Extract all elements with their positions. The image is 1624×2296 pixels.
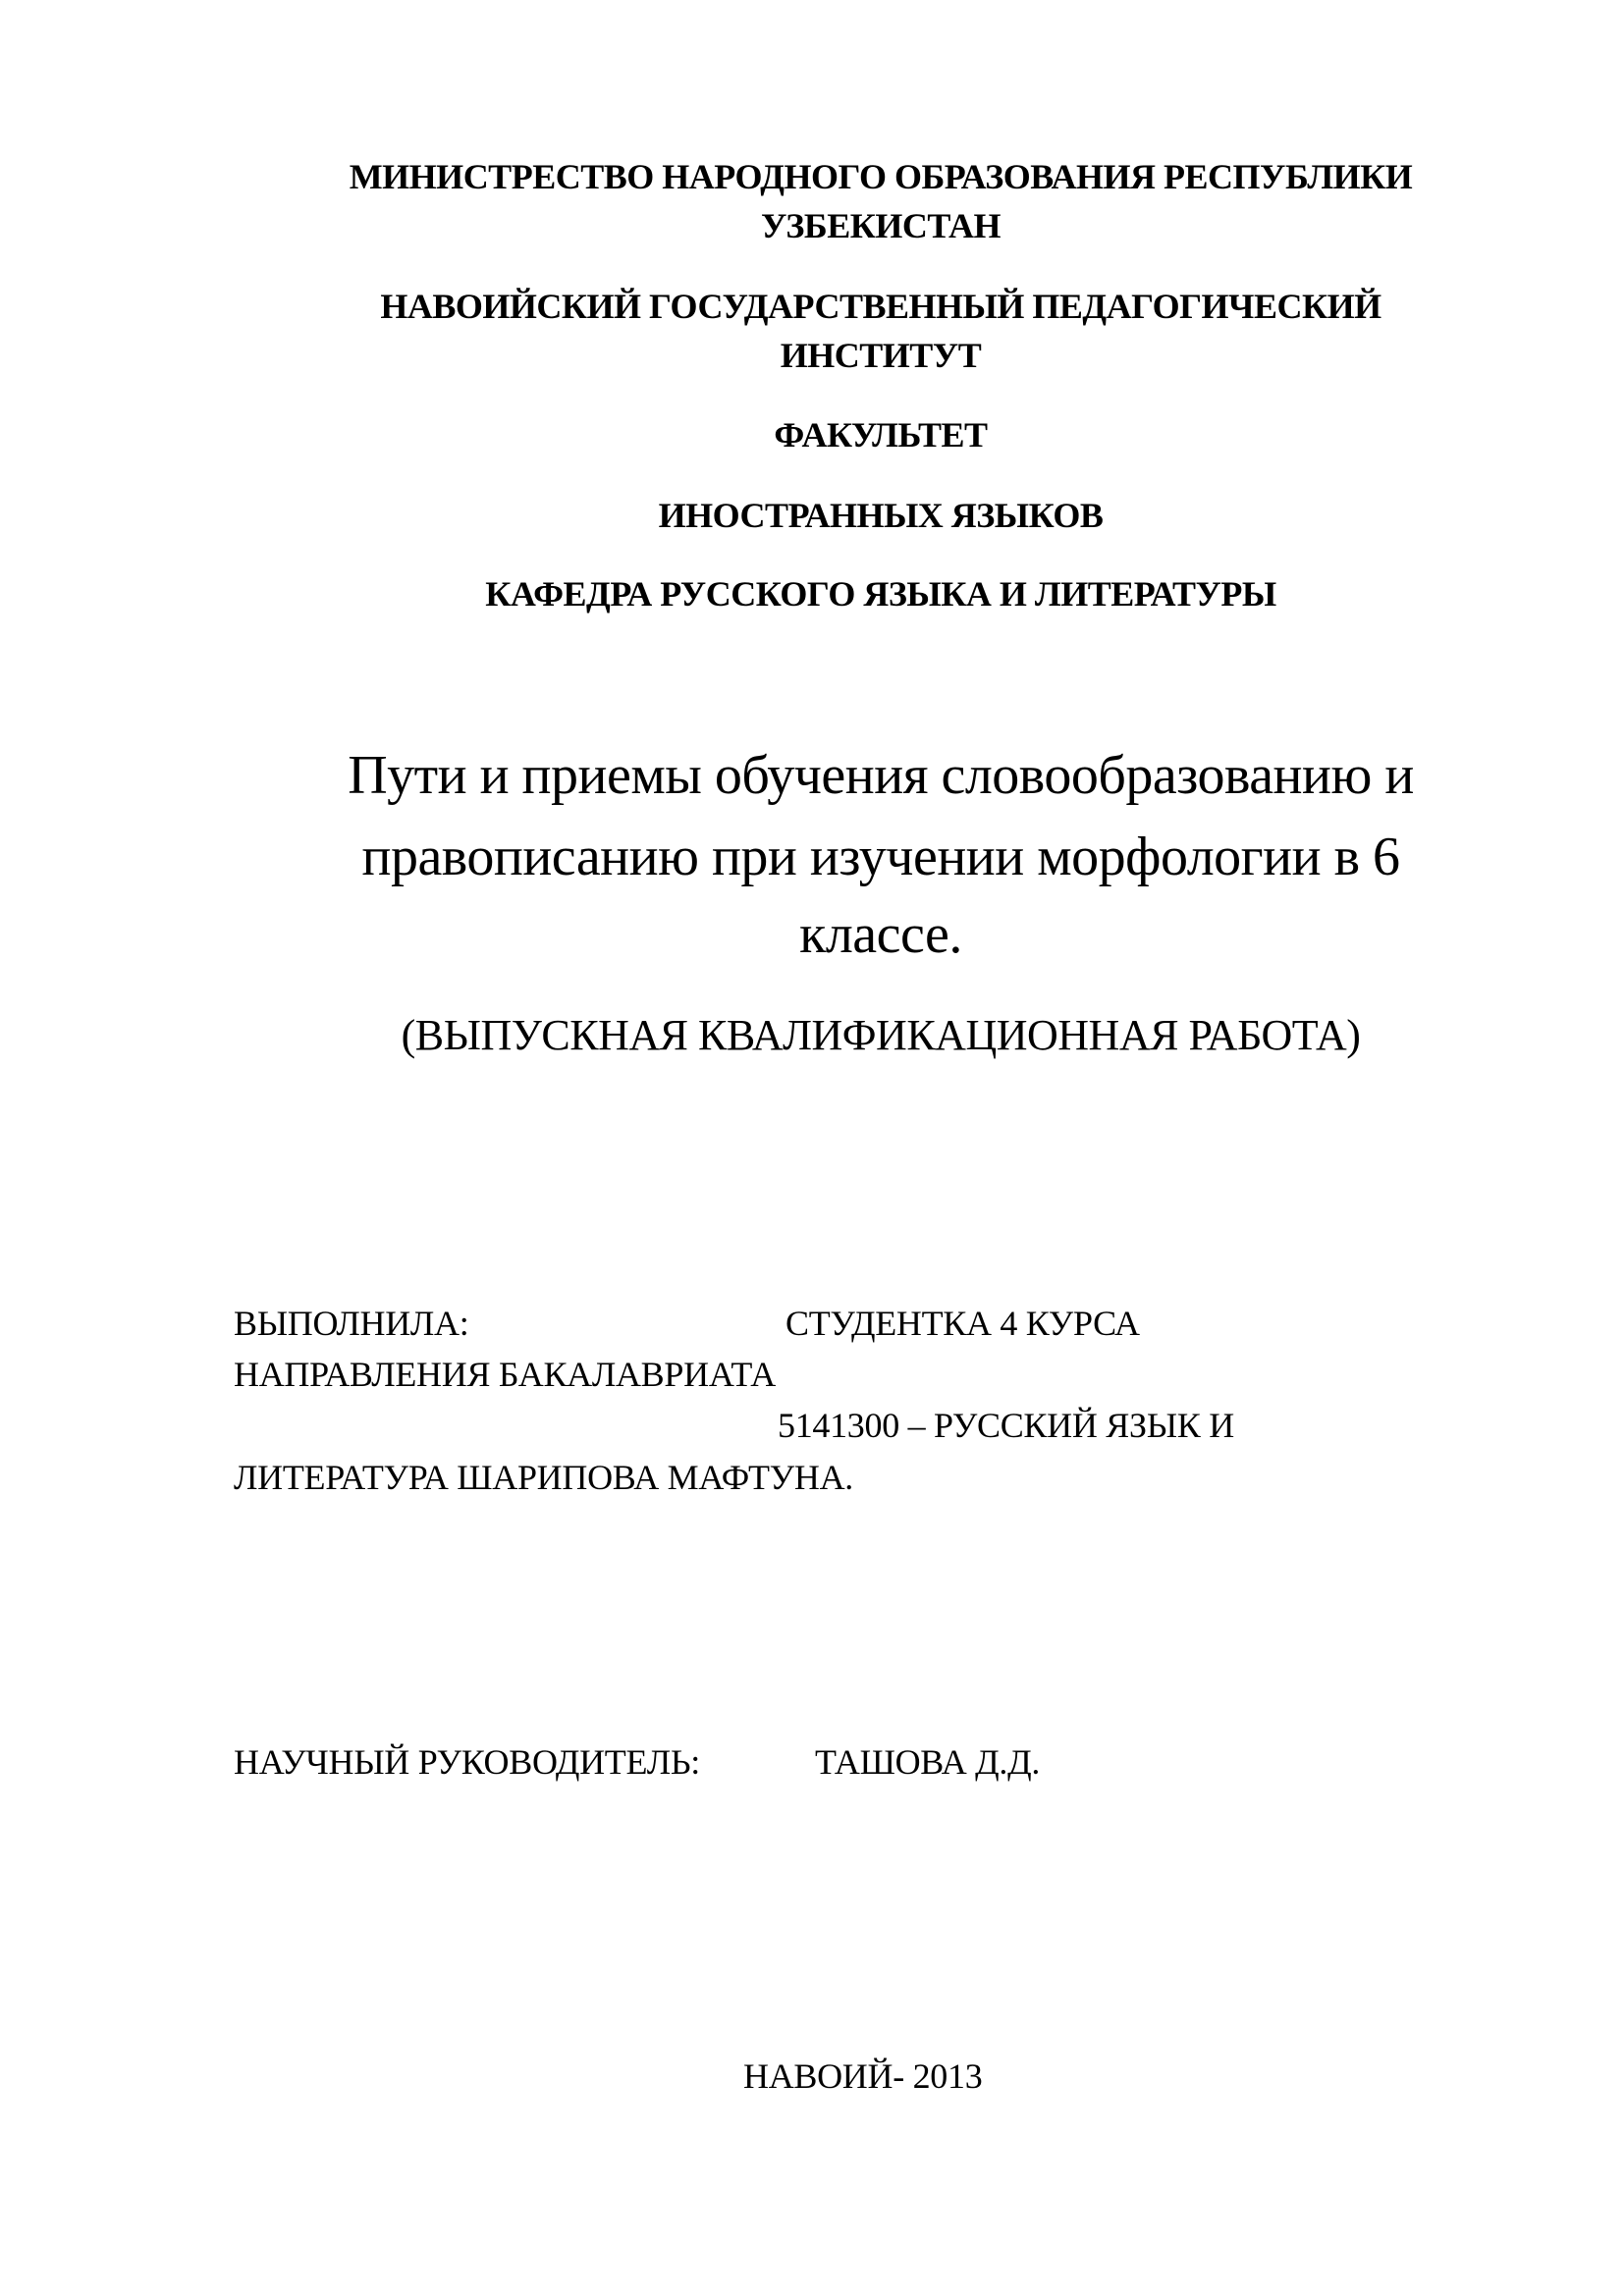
thesis-title-line1: Пути и приемы обучения словообразованию и bbox=[348, 745, 1414, 806]
author-label: ВЫПОЛНИЛА: bbox=[234, 1304, 469, 1343]
thesis-title-line3: классе. bbox=[799, 904, 962, 965]
institute-heading-line1: НАВОИЙСКИЙ ГОСУДАРСТВЕННЫЙ ПЕДАГОГИЧЕСКИЙ bbox=[380, 287, 1381, 326]
thesis-subtitle: (ВЫПУСКНАЯ КВАЛИФИКАЦИОННАЯ РАБОТА) bbox=[401, 1011, 1361, 1059]
author-program: 5141300 – РУССКИЙ ЯЗЫК И bbox=[778, 1406, 1234, 1445]
thesis-title-line2: правописанию при изучении морфологии в 6 bbox=[361, 827, 1400, 887]
faculty-heading-line1: ФАКУЛЬТЕТ bbox=[774, 415, 988, 454]
author-direction: НАПРАВЛЕНИЯ БАКАЛАВРИАТА bbox=[234, 1355, 776, 1394]
ministry-heading-line2: УЗБЕКИСТАН bbox=[760, 206, 1001, 245]
faculty-heading-line2: ИНОСТРАННЫХ ЯЗЫКОВ bbox=[658, 496, 1104, 535]
author-name: ЛИТЕРАТУРА ШАРИПОВА МАФТУНА. bbox=[234, 1458, 853, 1497]
department-heading: КАФЕДРА РУССКОГО ЯЗЫКА И ЛИТЕРАТУРЫ bbox=[485, 574, 1276, 614]
institute-heading-line2: ИНСТИТУТ bbox=[780, 336, 982, 375]
supervisor-name: ТАШОВА Д.Д. bbox=[815, 1742, 1041, 1782]
footer-city-year: НАВОИЙ- 2013 bbox=[743, 2056, 983, 2096]
author-role: СТУДЕНТКА 4 КУРСА bbox=[785, 1304, 1140, 1343]
ministry-heading-line1: МИНИСТРЕСТВО НАРОДНОГО ОБРАЗОВАНИЯ РЕСПУБЛИКИ bbox=[349, 157, 1413, 196]
supervisor-label: НАУЧНЫЙ РУКОВОДИТЕЛЬ: bbox=[234, 1742, 700, 1782]
